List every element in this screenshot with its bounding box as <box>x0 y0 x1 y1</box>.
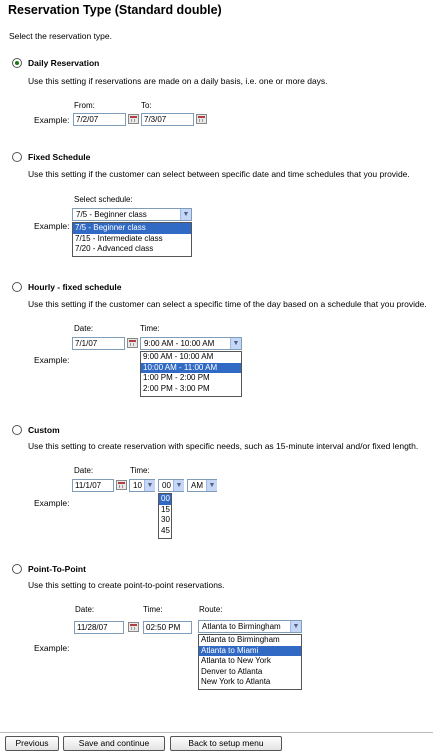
page-title: Reservation Type (Standard double) <box>8 3 222 17</box>
list-item[interactable]: Atlanta to Miami <box>199 646 301 657</box>
calendar-icon[interactable] <box>128 622 139 632</box>
p2p-route-list[interactable] <box>198 634 302 690</box>
fixed-schedule-select[interactable] <box>72 208 192 221</box>
hourly-date-label: Date: <box>74 324 94 333</box>
list-item[interactable]: Denver to Atlanta <box>201 666 263 676</box>
list-item[interactable]: 15 <box>161 504 170 514</box>
fixed-selected-value: 7/5 - Beginner class <box>76 210 147 219</box>
custom-desc: Use this setting to create reservation with specific needs, such as 15-minute interval and/or fixed length. <box>28 441 419 451</box>
fixed-radio[interactable] <box>12 152 22 162</box>
fixed-example-label: Example: <box>34 221 70 231</box>
custom-hour-value: 10 <box>133 481 142 490</box>
hourly-radio[interactable] <box>12 282 22 292</box>
p2p-selected-value: Atlanta to Birmingham <box>202 622 281 631</box>
p2p-desc: Use this setting to create point-to-point reservations. <box>28 580 225 590</box>
back-to-setup-button[interactable]: Back to setup menu <box>170 736 282 751</box>
chevron-down-icon[interactable]: ▼ <box>144 480 155 491</box>
divider <box>0 732 433 733</box>
p2p-title: Point-To-Point <box>28 564 86 574</box>
daily-radio[interactable] <box>12 58 22 68</box>
chevron-down-icon[interactable]: ▼ <box>230 338 241 349</box>
hourly-time-list[interactable] <box>140 351 242 397</box>
custom-date-input[interactable]: 11/1/07 <box>72 479 114 492</box>
custom-time-label: Time: <box>130 466 150 475</box>
list-item[interactable]: Atlanta to New York <box>201 656 271 666</box>
daily-to-input[interactable]: 7/3/07 <box>141 113 194 126</box>
chevron-down-icon[interactable]: ▼ <box>180 209 191 220</box>
custom-minute-list[interactable] <box>158 493 172 539</box>
p2p-example-label: Example: <box>34 643 70 653</box>
list-item[interactable]: 7/15 - Intermediate class <box>75 233 163 243</box>
p2p-time-label: Time: <box>143 605 163 614</box>
daily-desc: Use this setting if reservations are made on a daily basis, i.e. one or more days. <box>28 76 328 86</box>
chevron-down-icon[interactable]: ▼ <box>173 480 184 491</box>
p2p-route-label: Route: <box>199 605 223 614</box>
previous-button[interactable]: Previous <box>5 736 59 751</box>
custom-ampm-value: AM <box>191 481 203 490</box>
page-instruction: Select the reservation type. <box>9 31 113 41</box>
daily-from-label: From: <box>74 101 95 110</box>
daily-to-label: To: <box>141 101 152 110</box>
calendar-icon[interactable] <box>127 338 138 348</box>
calendar-icon[interactable] <box>128 114 139 124</box>
daily-title: Daily Reservation <box>28 58 100 68</box>
p2p-date-input[interactable]: 11/28/07 <box>74 621 124 634</box>
daily-example-label: Example: <box>34 115 70 125</box>
fixed-desc: Use this setting if the customer can select between specific date and time schedules that you provide. <box>28 169 410 179</box>
chevron-down-icon[interactable]: ▼ <box>290 621 301 632</box>
hourly-time-select[interactable] <box>140 337 242 350</box>
list-item[interactable]: 9:00 AM - 10:00 AM <box>143 352 214 361</box>
chevron-down-icon[interactable]: ▼ <box>206 480 217 491</box>
p2p-route-select[interactable] <box>198 620 302 633</box>
list-item[interactable]: 1:00 PM - 2:00 PM <box>143 373 210 383</box>
custom-title: Custom <box>28 425 60 435</box>
hourly-selected-value: 9:00 AM - 10:00 AM <box>144 339 215 348</box>
list-item[interactable]: 7/20 - Advanced class <box>75 244 154 254</box>
custom-date-label: Date: <box>74 466 94 475</box>
custom-minute-value: 00 <box>162 481 171 490</box>
list-item[interactable]: 7/5 - Beginner class <box>73 223 191 234</box>
p2p-time-input[interactable]: 02:50 PM <box>143 621 192 634</box>
list-item[interactable]: 00 <box>161 494 170 503</box>
list-item[interactable]: 30 <box>161 515 170 525</box>
fixed-select-label: Select schedule: <box>74 195 133 204</box>
list-item[interactable]: New York to Atlanta <box>201 677 271 687</box>
list-item[interactable]: 10:00 AM - 11:00 AM <box>141 363 241 374</box>
list-item[interactable]: Atlanta to Birmingham <box>201 635 280 644</box>
p2p-date-label: Date: <box>75 605 95 614</box>
fixed-title: Fixed Schedule <box>28 152 91 162</box>
hourly-example-label: Example: <box>34 355 70 365</box>
custom-radio[interactable] <box>12 425 22 435</box>
p2p-radio[interactable] <box>12 564 22 574</box>
hourly-time-label: Time: <box>140 324 160 333</box>
daily-from-input[interactable]: 7/2/07 <box>73 113 126 126</box>
calendar-icon[interactable] <box>116 480 127 490</box>
fixed-schedule-list[interactable] <box>72 222 192 257</box>
hourly-desc: Use this setting if the customer can select a specific time of the day based on a schedule that you provide. <box>28 299 427 309</box>
hourly-date-input[interactable]: 7/1/07 <box>72 337 125 350</box>
hourly-title: Hourly - fixed schedule <box>28 282 122 292</box>
custom-example-label: Example: <box>34 498 70 508</box>
save-continue-button[interactable]: Save and continue <box>63 736 165 751</box>
list-item[interactable]: 2:00 PM - 3:00 PM <box>143 383 210 393</box>
calendar-icon[interactable] <box>196 114 207 124</box>
list-item[interactable]: 45 <box>161 525 170 535</box>
